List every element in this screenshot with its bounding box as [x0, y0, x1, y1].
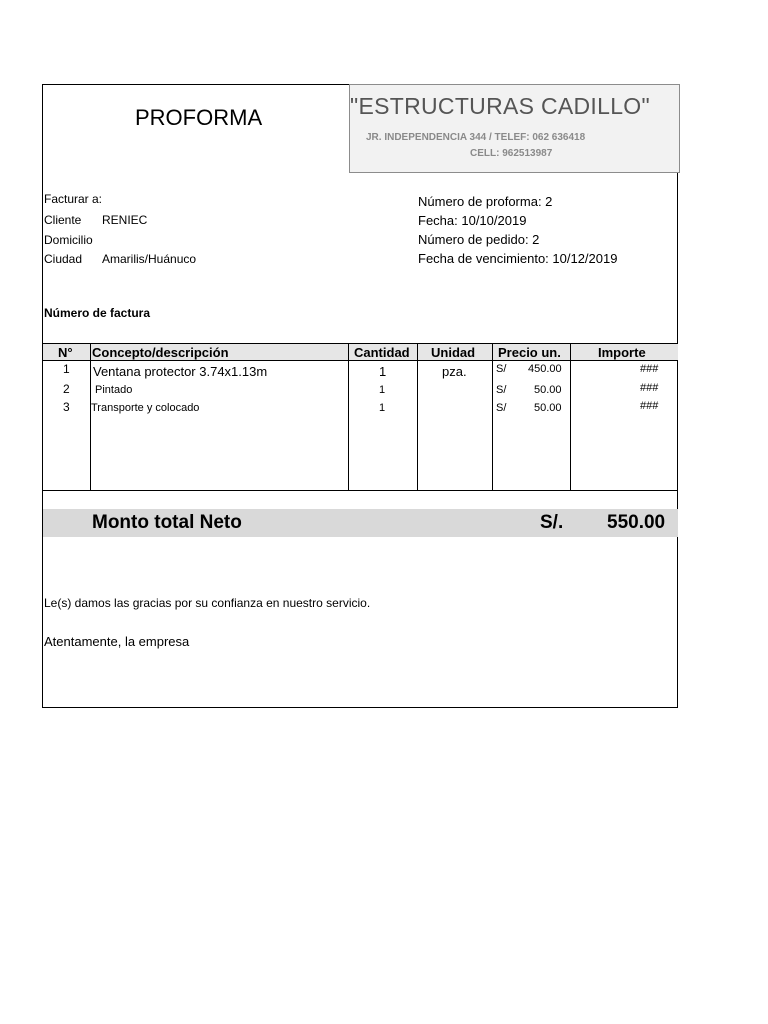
header-precio: Precio un. — [498, 345, 561, 360]
company-header-box — [349, 84, 680, 173]
pedido-number: Número de pedido: 2 — [418, 232, 540, 247]
ciudad-label: Ciudad — [44, 252, 83, 266]
total-currency: S/. — [540, 512, 564, 533]
row-2-n: 2 — [63, 382, 70, 396]
fecha: Fecha: 10/10/2019 — [418, 213, 527, 228]
invoice-number-label: Número de factura — [44, 306, 151, 320]
header-cantidad: Cantidad — [354, 345, 410, 360]
row-2-concepto: Pintado — [95, 384, 133, 396]
document-title: PROFORMA — [135, 105, 263, 130]
bill-to-heading: Facturar a: — [44, 192, 103, 206]
row-3-n: 3 — [63, 400, 70, 414]
header-unidad: Unidad — [431, 345, 476, 360]
company-name: "ESTRUCTURAS CADILLO" — [350, 93, 650, 119]
fecha-vencimiento: Fecha de vencimiento: 10/12/2019 — [418, 251, 618, 266]
cliente-label: Cliente — [44, 213, 82, 227]
table-header — [43, 343, 678, 361]
thanks-message: Le(s) damos las gracias por su confianza en nuestro servicio. — [44, 596, 371, 610]
row-1-concepto: Ventana protector 3.74x1.13m — [93, 364, 268, 379]
column-divider — [90, 343, 91, 491]
company-cell: CELL: 962513987 — [470, 148, 553, 159]
cliente-value: RENIEC — [102, 213, 148, 227]
row-1-moneda: S/ — [496, 363, 507, 375]
total-bar — [43, 509, 678, 537]
row-3-cantidad: 1 — [379, 402, 386, 414]
row-3-importe: ### — [640, 400, 659, 412]
column-divider — [492, 343, 493, 491]
row-1-n: 1 — [63, 362, 70, 376]
ciudad-value: Amarilis/Huánuco — [102, 252, 197, 266]
row-3-moneda: S/ — [496, 402, 507, 414]
row-2-precio: 50.00 — [534, 384, 562, 396]
row-2-cantidad: 1 — [379, 384, 386, 396]
domicilio-label: Domicilio — [44, 233, 93, 247]
row-1-cantidad: 1 — [379, 364, 387, 379]
proforma-number: Número de proforma: 2 — [418, 194, 553, 209]
header-concepto: Concepto/descripción — [92, 345, 229, 360]
row-1-importe: ### — [640, 363, 659, 375]
closing-message: Atentamente, la empresa — [44, 634, 190, 649]
total-label: Monto total Neto — [92, 512, 242, 533]
header-importe: Importe — [598, 345, 646, 360]
proforma-sheet — [42, 84, 678, 708]
row-1-unidad: pza. — [442, 364, 467, 379]
row-2-importe: ### — [640, 382, 659, 394]
row-3-concepto: Transporte y colocado — [91, 402, 200, 414]
table-bottom-line — [43, 490, 678, 491]
row-3-precio: 50.00 — [534, 402, 562, 414]
column-divider — [348, 343, 349, 491]
row-2-moneda: S/ — [496, 384, 507, 396]
header-n: N° — [58, 345, 73, 360]
column-divider — [417, 343, 418, 491]
column-divider — [570, 343, 571, 491]
total-amount: 550.00 — [607, 512, 666, 533]
company-address: JR. INDEPENDENCIA 344 / TELEF: 062 636418 — [366, 132, 586, 143]
row-1-precio: 450.00 — [528, 363, 562, 375]
